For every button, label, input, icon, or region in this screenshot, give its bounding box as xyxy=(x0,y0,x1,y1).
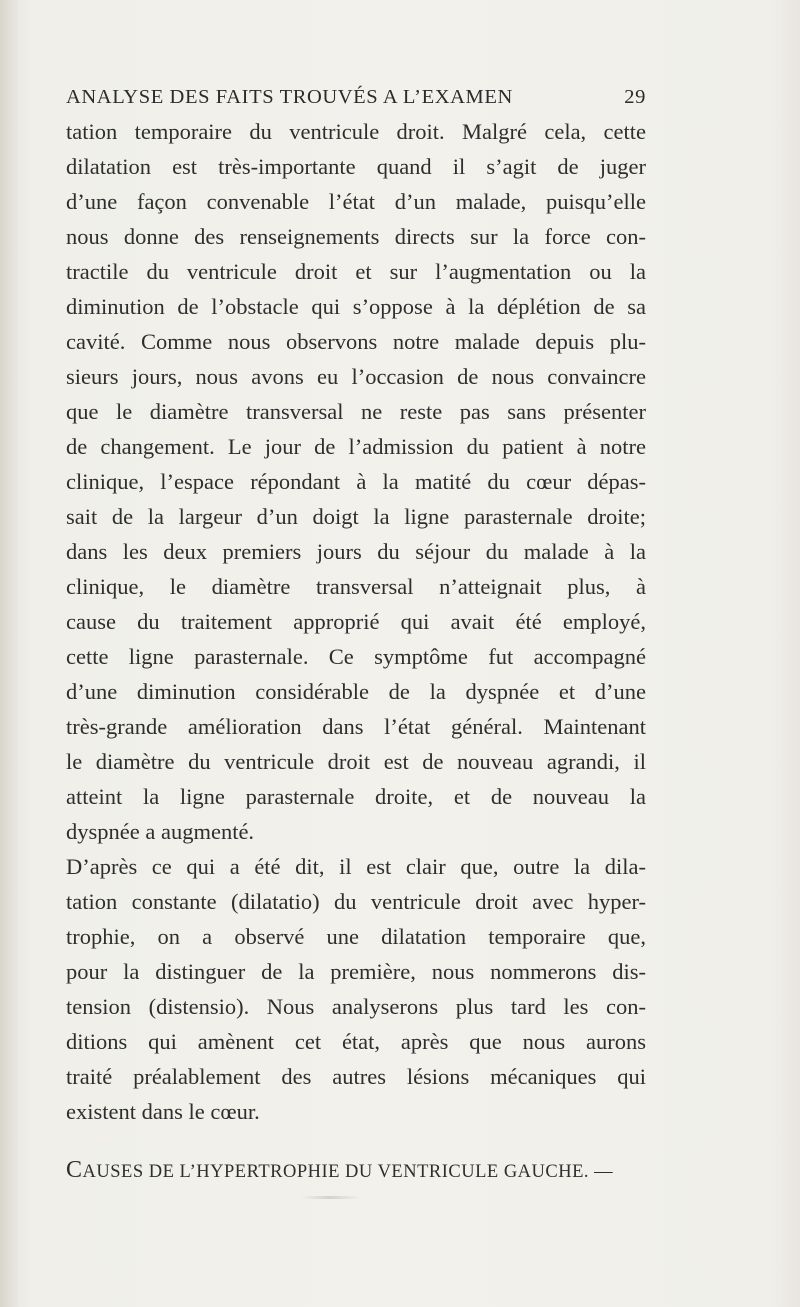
paragraph-end-line: dyspnée a augmenté. xyxy=(66,819,255,844)
text-line: que le diamètre transversal ne reste pas sans présenter xyxy=(66,399,646,424)
text-line: clinique, le diamètre transversal n’atteignait plus, à xyxy=(66,574,646,599)
text-line: d’une diminution considérable de la dyspnée et d’une xyxy=(66,679,646,704)
ink-smudge xyxy=(300,1196,360,1199)
text-line: tractile du ventricule droit et sur l’augmentation ou la xyxy=(66,259,646,284)
running-title: ANALYSE DES FAITS TROUVÉS A L’EXAMEN xyxy=(66,86,513,108)
page-gutter-shadow xyxy=(0,0,18,1307)
text-line: pour la distinguer de la première, nous nommerons dis- xyxy=(66,959,646,984)
text-line: très-grande amélioration dans l’état général. Maintenant xyxy=(66,714,646,739)
text-line: ditions qui amènent cet état, après que nous aurons xyxy=(66,1029,646,1054)
page-number: 29 xyxy=(624,86,646,108)
section-heading xyxy=(66,1157,646,1184)
running-header xyxy=(66,86,646,116)
body-text xyxy=(66,114,646,1129)
paragraph-start-line: D’après ce qui a été dit, il est clair que, outre la dila- xyxy=(66,854,646,879)
text-line: traité préalablement des autres lésions mécaniques qui xyxy=(66,1064,646,1089)
text-line: sait de la largeur d’un doigt la ligne parasternale droite; xyxy=(66,504,646,529)
text-line: cavité. Comme nous observons notre malade depuis plu- xyxy=(66,329,646,354)
text-line: d’une façon convenable l’état d’un malade, puisqu’elle xyxy=(66,189,646,214)
text-line: clinique, l’espace répondant à la matité du cœur dépas- xyxy=(66,469,646,494)
text-line: diminution de l’obstacle qui s’oppose à la déplétion de sa xyxy=(66,294,646,319)
paragraph-end-line: existent dans le cœur. xyxy=(66,1099,260,1124)
text-line: sieurs jours, nous avons eu l’occasion de nous convaincre xyxy=(66,364,646,389)
text-line: trophie, on a observé une dilatation temporaire que, xyxy=(66,924,646,949)
text-line: de changement. Le jour de l’admission du patient à notre xyxy=(66,434,646,459)
text-line: tation temporaire du ventricule droit. Malgré cela, cette xyxy=(66,119,646,144)
section-heading-initial: C xyxy=(66,1157,83,1183)
text-line: cette ligne parasternale. Ce symptôme fut accompagné xyxy=(66,644,646,669)
text-line: tation constante (dilatatio) du ventricule droit avec hyper- xyxy=(66,889,646,914)
text-line: cause du traitement approprié qui avait été employé, xyxy=(66,609,646,634)
text-line: dans les deux premiers jours du séjour du malade à la xyxy=(66,539,646,564)
text-line: tension (distensio). Nous analyserons plus tard les con- xyxy=(66,994,646,1019)
text-line: atteint la ligne parasternale droite, et de nouveau la xyxy=(66,784,646,809)
text-line: nous donne des renseignements directs sur la force con- xyxy=(66,224,646,249)
text-line: le diamètre du ventricule droit est de nouveau agrandi, il xyxy=(66,749,646,774)
section-heading-text: AUSES DE L’HYPERTROPHIE DU VENTRICULE GAUCHE. — xyxy=(82,1162,614,1182)
text-line: dilatation est très-importante quand il s’agit de juger xyxy=(66,154,646,179)
